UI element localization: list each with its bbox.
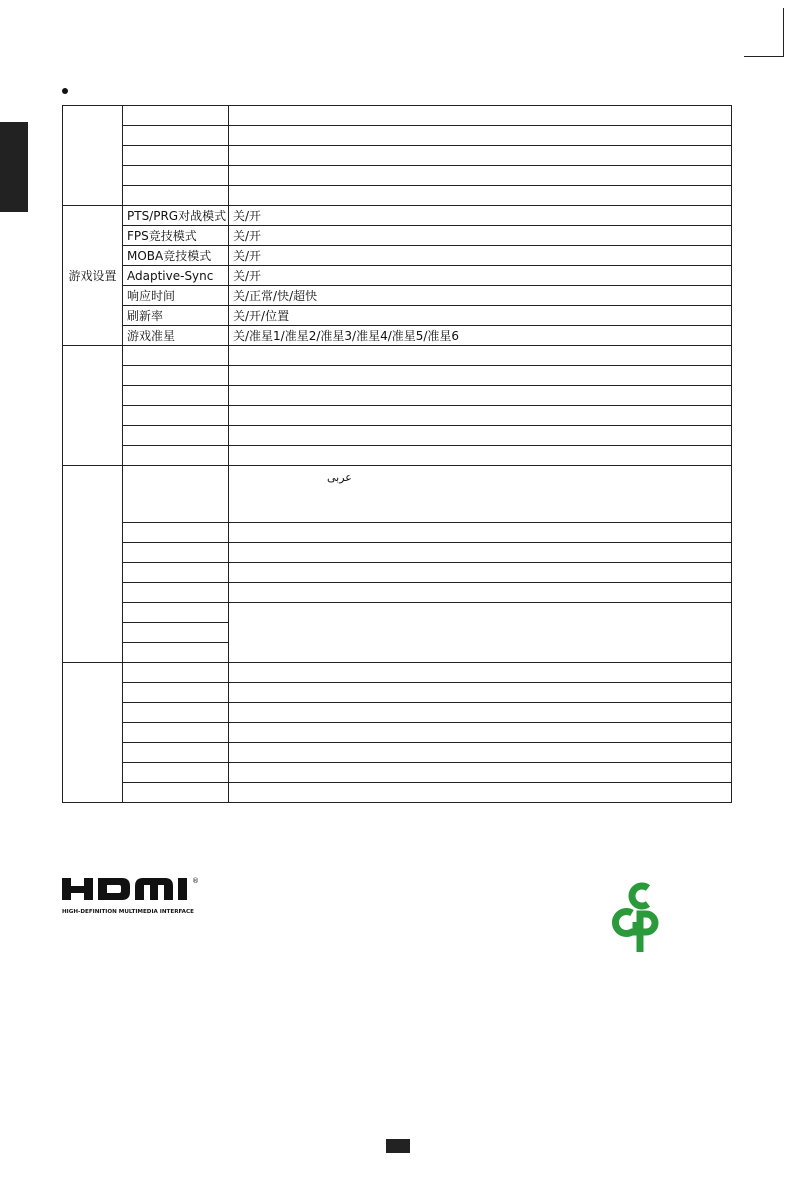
arabic-language-label: عربى — [327, 471, 352, 484]
table-row — [63, 563, 732, 583]
item-label: 游戏准星 — [123, 326, 229, 346]
table-row — [63, 186, 732, 206]
category-cell — [63, 466, 123, 663]
item-value: 关/开 — [229, 266, 732, 286]
item-value: 关/开 — [229, 226, 732, 246]
table-row — [63, 783, 732, 803]
item-value: 关/开 — [229, 206, 732, 226]
item-label: FPS竞技模式 — [123, 226, 229, 246]
cgp-logo-icon — [610, 880, 668, 956]
table-row — [63, 683, 732, 703]
table-row — [63, 166, 732, 186]
page-number-tab — [386, 1139, 410, 1153]
crop-mark-horizontal — [744, 56, 784, 57]
table-row — [63, 326, 732, 346]
table-row — [63, 226, 732, 246]
merged-value-cell — [229, 603, 732, 663]
bullet-icon — [62, 88, 68, 94]
item-value: 关/准星1/准星2/准星3/准星4/准星5/准星6 — [229, 326, 732, 346]
item-value: 关/正常/快/超快 — [229, 286, 732, 306]
table-row — [63, 386, 732, 406]
item-label: MOBA竞技模式 — [123, 246, 229, 266]
table-row — [63, 426, 732, 446]
table-row — [63, 246, 732, 266]
hdmi-tagline: HIGH-DEFINITION MULTIMEDIA INTERFACE — [62, 909, 194, 915]
item-label: 响应时间 — [123, 286, 229, 306]
item-label: 刷新率 — [123, 306, 229, 326]
table-row — [63, 146, 732, 166]
item-label: PTS/PRG对战模式 — [123, 206, 229, 226]
hdmi-logo-icon — [62, 872, 222, 918]
language-side-tab — [0, 122, 28, 212]
table-row — [63, 743, 732, 763]
table-row — [63, 206, 732, 226]
table-row — [63, 466, 732, 523]
table-row — [63, 603, 732, 623]
crop-mark-vertical — [783, 8, 784, 56]
table-row — [63, 126, 732, 146]
table-row — [63, 406, 732, 426]
category-cell — [63, 663, 123, 803]
item-value: 关/开 — [229, 246, 732, 266]
table-row — [63, 763, 732, 783]
registered-mark: ® — [192, 877, 199, 885]
spec-table — [62, 105, 732, 803]
table-row — [63, 286, 732, 306]
table-row — [63, 346, 732, 366]
table-row — [63, 723, 732, 743]
table-row — [63, 703, 732, 723]
table-row — [63, 266, 732, 286]
language-list-cell — [229, 466, 732, 523]
category-game-settings: 游戏设置 — [63, 206, 123, 346]
category-cell — [63, 106, 123, 206]
item-label: Adaptive-Sync — [123, 266, 229, 286]
table-row — [63, 106, 732, 126]
category-cell — [63, 346, 123, 466]
table-row — [63, 543, 732, 563]
table-row — [63, 583, 732, 603]
table-row — [63, 446, 732, 466]
item-value: 关/开/位置 — [229, 306, 732, 326]
table-row — [63, 523, 732, 543]
table-row — [63, 663, 732, 683]
table-row — [63, 306, 732, 326]
table-row — [63, 366, 732, 386]
